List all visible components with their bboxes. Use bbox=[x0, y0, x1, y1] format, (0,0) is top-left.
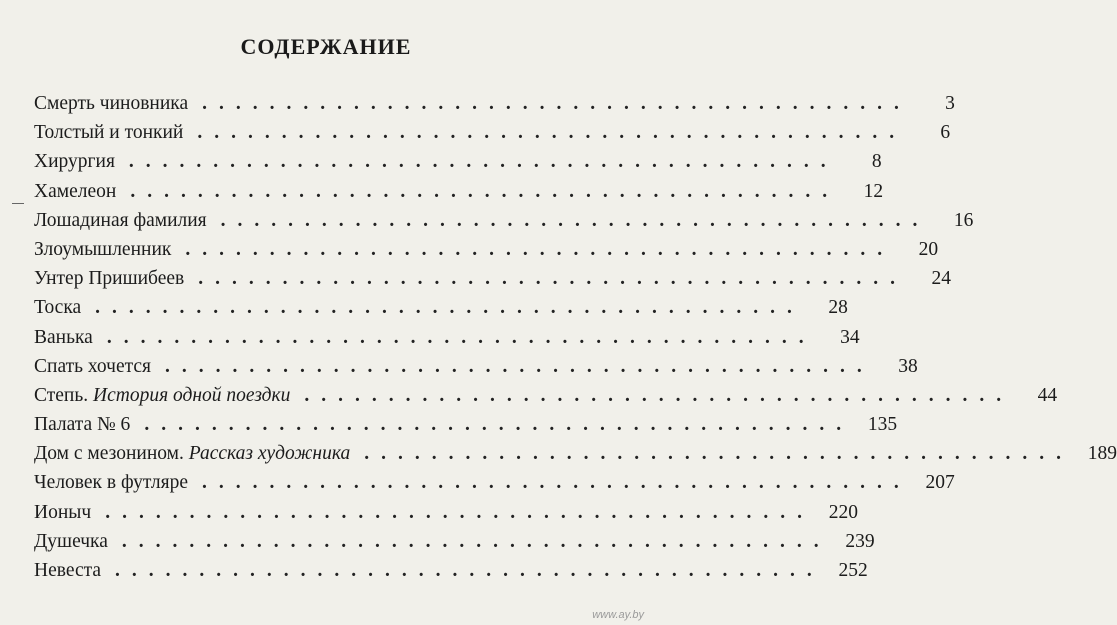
entry-subtitle: Рассказ художника bbox=[188, 443, 351, 465]
toc-entry bbox=[34, 293, 848, 322]
dot-leader: .......................................... bbox=[164, 355, 874, 377]
page-number: 16 bbox=[953, 209, 974, 231]
toc-entry bbox=[34, 206, 974, 235]
entry-title: Палата № 6 bbox=[34, 414, 131, 436]
page-number: 34 bbox=[840, 326, 860, 348]
dot-leader: .......................................... bbox=[198, 268, 907, 290]
table-of-contents bbox=[34, 89, 1117, 585]
dot-leader: .......................................... bbox=[95, 297, 804, 319]
entry-subtitle: История одной поездки bbox=[93, 384, 291, 406]
entry-title: Спать хочется bbox=[34, 355, 151, 377]
page-number: 8 bbox=[871, 151, 882, 173]
entry-title: Ванька bbox=[34, 326, 93, 348]
entry-title: Толстый и тонкий bbox=[34, 122, 184, 144]
entry-title: Лошадиная фамилия bbox=[34, 209, 207, 231]
page-number: 3 bbox=[945, 93, 955, 114]
dot-leader: .......................................... bbox=[202, 93, 911, 114]
entry-title: Человек в футляре bbox=[34, 472, 189, 494]
page-number: 6 bbox=[940, 122, 951, 144]
toc-entry bbox=[34, 118, 951, 147]
page-number: 12 bbox=[863, 180, 884, 202]
page-number: 135 bbox=[867, 414, 898, 436]
entry-title: Дом с мезонином. bbox=[34, 443, 184, 465]
page-number: 38 bbox=[898, 355, 918, 377]
toc-entry bbox=[34, 468, 955, 497]
dot-leader: .......................................... bbox=[128, 151, 838, 173]
page-number: 207 bbox=[925, 472, 955, 494]
dot-leader: .......................................... bbox=[115, 560, 824, 581]
dot-leader: .......................................... bbox=[121, 530, 831, 552]
entry-title: Тоска bbox=[34, 297, 82, 319]
toc-entry bbox=[34, 147, 882, 176]
entry-title: Ионыч bbox=[34, 501, 92, 523]
toc-entry bbox=[34, 235, 939, 264]
page-number: 28 bbox=[828, 297, 848, 319]
entry-title: Невеста bbox=[34, 560, 102, 581]
page-number: 20 bbox=[918, 238, 939, 260]
dot-leader: .......................................... bbox=[304, 384, 1014, 406]
page-number: 24 bbox=[931, 268, 951, 290]
toc-entry bbox=[34, 381, 1058, 410]
entry-title: Душечка bbox=[34, 530, 108, 552]
dot-leader: .......................................... bbox=[364, 443, 1073, 465]
entry-title: Злоумышленник bbox=[34, 238, 172, 260]
page-title: СОДЕРЖАНИЕ bbox=[240, 34, 412, 59]
entry-title: Смерть чиновника bbox=[34, 93, 189, 114]
dot-leader: .......................................... bbox=[202, 472, 911, 494]
toc-entry bbox=[34, 556, 868, 585]
toc-entry bbox=[34, 89, 955, 118]
dot-leader: .......................................... bbox=[105, 501, 814, 523]
toc-entry bbox=[34, 527, 875, 556]
entry-title: Унтер Пришибеев bbox=[34, 268, 185, 290]
entry-title: Хирургия bbox=[34, 151, 115, 173]
toc-entry bbox=[34, 323, 860, 352]
dot-leader: .......................................... bbox=[144, 414, 854, 436]
dot-leader: .......................................... bbox=[197, 122, 907, 144]
watermark: www.ay.by bbox=[592, 609, 644, 621]
page-number: 220 bbox=[828, 501, 858, 523]
page-number: 189 bbox=[1087, 443, 1117, 465]
page-number: 44 bbox=[1037, 384, 1058, 406]
toc-entry bbox=[34, 410, 898, 439]
page-number: 239 bbox=[845, 530, 875, 552]
dot-leader: .......................................... bbox=[106, 326, 816, 348]
margin-mark bbox=[12, 203, 24, 204]
toc-entry bbox=[34, 352, 918, 381]
toc-entry bbox=[34, 439, 1117, 468]
entry-title: Хамелеон bbox=[34, 180, 117, 202]
toc-entry bbox=[34, 177, 884, 206]
toc-entry bbox=[34, 264, 951, 293]
dot-leader: .......................................... bbox=[220, 209, 930, 231]
entry-title: Степь. bbox=[34, 384, 89, 406]
toc-entry bbox=[34, 498, 858, 527]
page-number: 252 bbox=[838, 560, 868, 581]
dot-leader: .......................................... bbox=[130, 180, 840, 202]
dot-leader: .......................................... bbox=[185, 238, 895, 260]
